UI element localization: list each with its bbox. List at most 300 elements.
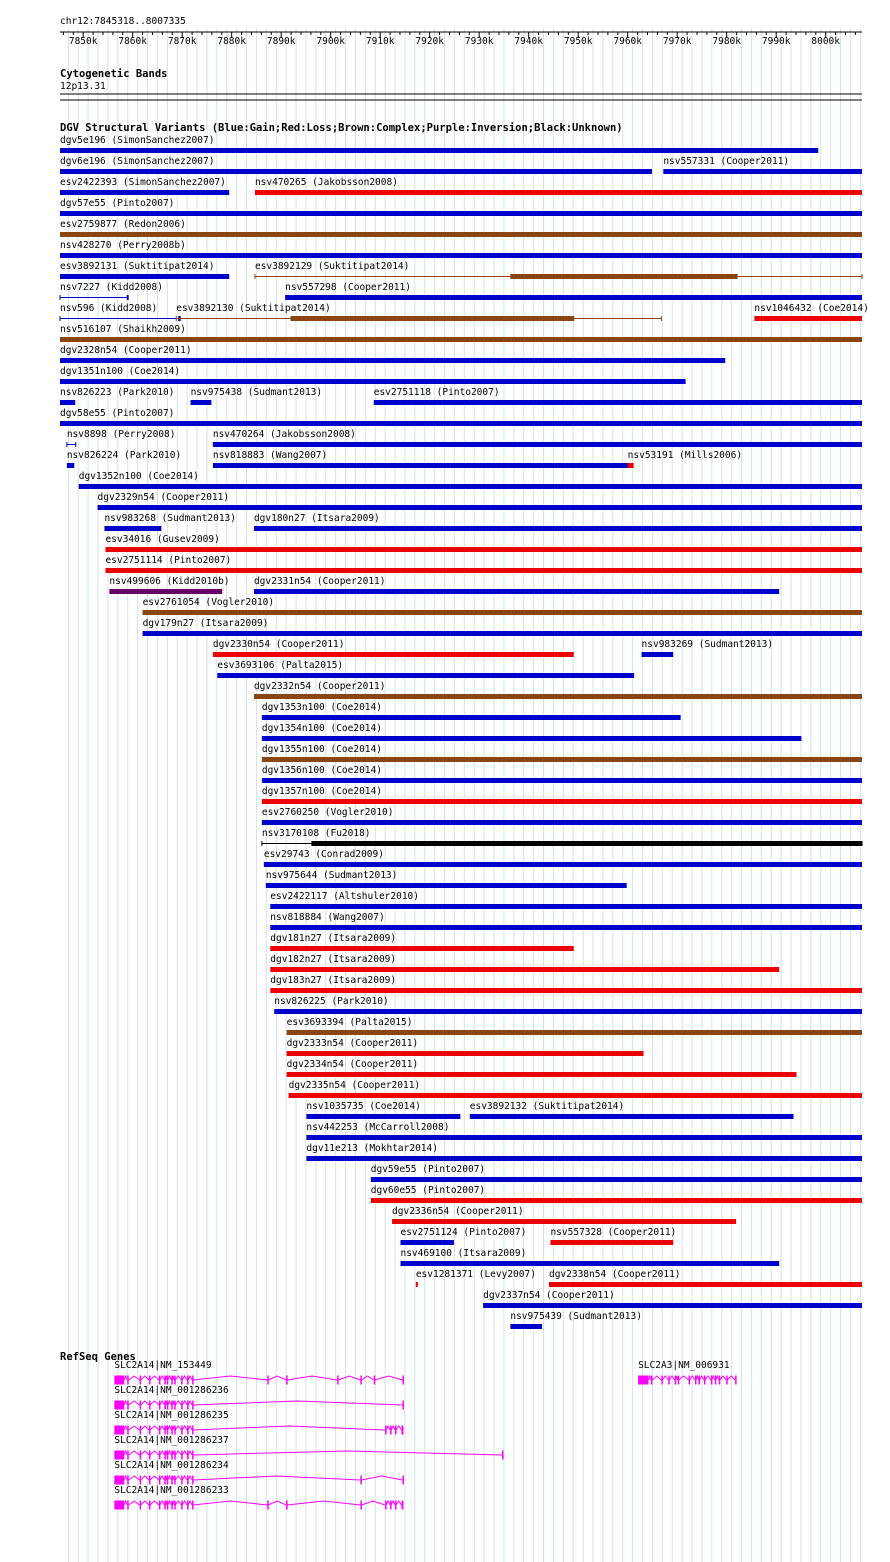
variant-bar	[416, 1282, 418, 1287]
gene-intron	[375, 1376, 403, 1380]
variant-bar	[663, 169, 862, 174]
variant-label: nsv818884 (Wang2007)	[270, 912, 385, 923]
variant-bar	[470, 1114, 794, 1119]
variant-label: esv2760250 (Vogler2010)	[261, 807, 394, 818]
gene-exon	[661, 1376, 663, 1385]
gene-exon	[167, 1376, 169, 1385]
variant-label: esv2751114 (Pinto2007)	[105, 555, 232, 566]
variant-bar	[60, 253, 862, 258]
gene-intron	[361, 1376, 373, 1380]
gene-exon	[711, 1376, 713, 1385]
gene-intron	[391, 1426, 395, 1430]
variant-label: dgv1356n100 (Coe2014)	[261, 765, 382, 776]
variant-bar	[270, 925, 862, 930]
variant-label: dgv60e55 (Pinto2007)	[370, 1185, 486, 1196]
gene-intron	[338, 1376, 360, 1380]
gene-intron	[175, 1376, 181, 1380]
variant-label: dgv2332n54 (Cooper2011)	[253, 681, 386, 692]
gene-intron	[175, 1451, 181, 1455]
gene-exon	[159, 1401, 161, 1410]
variant-label: dgv5e196 (SimonSanchez2007)	[60, 135, 215, 146]
variant-label: nsv818883 (Wang2007)	[212, 450, 328, 461]
variant-bar	[270, 946, 573, 951]
gene-intron	[188, 1426, 192, 1430]
variant-bar	[60, 274, 229, 279]
variant-label: nsv3170108 (Fu2018)	[261, 828, 371, 839]
ruler-tick-label: 7940k	[514, 36, 543, 47]
ruler-tick-label: 7960k	[613, 36, 642, 47]
variant-bar	[254, 694, 862, 699]
variant-bar	[628, 463, 634, 468]
gene-exon	[114, 1476, 124, 1485]
gene-exon	[159, 1426, 161, 1435]
variant-label: dgv6e196 (SimonSanchez2007)	[60, 156, 215, 167]
gene-intron	[386, 1501, 390, 1505]
gene-exon	[159, 1376, 161, 1385]
variant-bar	[60, 421, 862, 426]
variant-label: nsv975439 (Sudmant2013)	[510, 1311, 642, 1322]
background-grid	[68, 28, 860, 1562]
cytoband-label: 12p13.31	[60, 81, 106, 92]
gene-exon	[390, 1501, 392, 1510]
variant-bar	[306, 1114, 460, 1119]
variant-label: dgv1354n100 (Coe2014)	[261, 723, 382, 734]
gene-intron	[193, 1426, 385, 1430]
gene-exon	[360, 1476, 362, 1485]
variant-bar	[264, 862, 862, 867]
variant-bar	[285, 295, 862, 300]
gene-exon	[149, 1401, 151, 1410]
variant-label: nsv983269 (Sudmant2013)	[641, 639, 774, 650]
variant-bar	[60, 400, 75, 405]
gene-exon	[181, 1426, 183, 1435]
gene-exon	[192, 1376, 194, 1385]
gene-exon	[171, 1426, 173, 1435]
variant-label: esv3892130 (Suktitipat2014)	[176, 303, 331, 314]
gene-intron	[175, 1401, 181, 1405]
variant-bar	[392, 1219, 736, 1224]
gene-exon	[171, 1451, 173, 1460]
gene-exon	[695, 1376, 697, 1385]
gene-exon	[167, 1501, 169, 1510]
ruler-tick-label: 8000k	[811, 36, 840, 47]
ruler-tick-label: 7920k	[415, 36, 444, 47]
variant-bar	[60, 169, 652, 174]
variant-bar	[60, 211, 862, 216]
gene-exon	[164, 1501, 166, 1510]
gene-intron	[124, 1451, 127, 1455]
gene-exon	[385, 1501, 387, 1510]
variant-bar	[79, 484, 862, 489]
gene-exon	[164, 1476, 166, 1485]
gene-exon	[127, 1401, 129, 1410]
variant-label: nsv975438 (Sudmant2013)	[190, 387, 323, 398]
gene-intron	[124, 1501, 127, 1505]
gene-exon	[149, 1501, 151, 1510]
gene-exon	[286, 1376, 288, 1385]
variant-label: nsv557328 (Cooper2011)	[550, 1227, 677, 1238]
gene-intron	[168, 1401, 171, 1405]
gene-intron	[662, 1376, 668, 1380]
gene-exon	[140, 1401, 142, 1410]
gene-exon	[149, 1426, 151, 1435]
gene-label: SLC2A3|NM_006931	[638, 1360, 730, 1371]
variant-bar	[262, 715, 681, 720]
gene-intron	[160, 1451, 164, 1455]
gene-label: SLC2A14|NM_001286237	[114, 1435, 229, 1446]
variant-bar	[60, 379, 686, 384]
gene-exon	[187, 1376, 189, 1385]
gene-exon	[402, 1401, 404, 1410]
variant-label: esv2751118 (Pinto2007)	[373, 387, 500, 398]
ruler-tick-label: 7890k	[266, 36, 296, 47]
gene-intron	[648, 1376, 650, 1380]
ruler-tick-label: 7880k	[217, 36, 246, 47]
gene-exon	[167, 1476, 169, 1485]
variant-bar	[642, 652, 674, 657]
variant-bar	[105, 568, 862, 573]
gene-exon	[114, 1401, 124, 1410]
gene-exon	[149, 1376, 151, 1385]
refseq-genes-track[interactable]	[60, 1351, 737, 1510]
gene-exon	[192, 1476, 194, 1485]
ruler-tick-label: 7980k	[712, 36, 741, 47]
variant-bar	[287, 1030, 862, 1035]
variant-bar	[483, 1303, 862, 1308]
variant-bar	[191, 400, 212, 405]
gene-intron	[160, 1476, 164, 1480]
gene-exon	[360, 1501, 362, 1510]
gene-intron	[287, 1376, 337, 1380]
variant-bar	[67, 463, 74, 468]
gene-exon	[140, 1476, 142, 1485]
gene-exon	[171, 1501, 173, 1510]
gene-label: SLC2A14|NM_001286236	[114, 1385, 229, 1396]
variant-bar	[510, 1324, 542, 1329]
variant-label: dgv180n27 (Itsara2009)	[253, 513, 380, 524]
variant-bar	[270, 904, 862, 909]
refseq-features	[114, 1360, 736, 1510]
variant-bar	[270, 967, 779, 972]
variant-label: nsv499606 (Kidd2010b)	[109, 576, 230, 587]
gene-exon	[174, 1376, 176, 1385]
gene-exon	[360, 1376, 362, 1385]
gene-intron	[396, 1426, 401, 1430]
variant-label: dgv2333n54 (Cooper2011)	[286, 1038, 419, 1049]
variant-bar	[291, 316, 575, 321]
variant-label: nsv469100 (Itsara2009)	[400, 1248, 527, 1259]
gene-intron	[268, 1376, 286, 1380]
gene-intron	[168, 1476, 171, 1480]
gene-exon	[638, 1376, 648, 1385]
gene-intron	[160, 1376, 164, 1380]
variant-bar	[60, 190, 229, 195]
gene-intron	[193, 1401, 402, 1405]
gene-intron	[679, 1376, 689, 1380]
gene-exon	[140, 1376, 142, 1385]
gene-exon	[187, 1426, 189, 1435]
gene-exon	[140, 1451, 142, 1460]
variant-label: dgv57e55 (Pinto2007)	[60, 198, 175, 209]
gene-intron	[396, 1501, 401, 1505]
variant-label: dgv2334n54 (Cooper2011)	[286, 1059, 419, 1070]
gene-exon	[167, 1451, 169, 1460]
variant-label: esv3693394 (Palta2015)	[286, 1017, 413, 1028]
gene-exon	[114, 1426, 124, 1435]
coordinate-label: chr12:7845318..8007335	[60, 16, 186, 27]
gene-exon	[678, 1376, 680, 1385]
variant-label: esv3892131 (Suktitipat2014)	[60, 261, 215, 272]
gene-exon	[192, 1501, 194, 1510]
ruler-tick-label: 7850k	[68, 36, 98, 47]
variant-label: nsv1046432 (Coe2014)	[754, 303, 869, 314]
variant-label: dgv1353n100 (Coe2014)	[261, 702, 382, 713]
gene-exon	[181, 1451, 183, 1460]
variant-label: dgv2330n54 (Cooper2011)	[212, 639, 345, 650]
variant-label: nsv557298 (Cooper2011)	[285, 282, 411, 293]
variant-label: nsv596 (Kidd2008)	[60, 303, 158, 314]
gene-intron	[124, 1401, 127, 1405]
gene-exon	[159, 1476, 161, 1485]
variant-bar	[104, 526, 161, 531]
gene-exon	[187, 1451, 189, 1460]
gene-intron	[188, 1476, 192, 1480]
gene-exon	[402, 1376, 404, 1385]
variant-bar	[60, 232, 862, 237]
variant-bar	[287, 1051, 644, 1056]
gene-exon	[127, 1376, 129, 1385]
gene-exon	[704, 1376, 706, 1385]
variant-bar	[60, 148, 818, 153]
gene-intron	[182, 1451, 187, 1455]
variant-label: esv2422117 (Altshuler2010)	[270, 891, 420, 902]
gene-intron	[182, 1501, 187, 1505]
variant-bar	[270, 988, 862, 993]
gene-exon	[167, 1401, 169, 1410]
variant-label: nsv826223 (Park2010)	[60, 387, 175, 398]
gene-intron	[160, 1401, 164, 1405]
variant-bar	[306, 1156, 862, 1161]
variant-bar	[754, 316, 862, 321]
variant-bar	[217, 673, 634, 678]
gene-exon	[174, 1476, 176, 1485]
variant-bar	[549, 1282, 862, 1287]
variant-label: nsv557331 (Cooper2011)	[663, 156, 790, 167]
variant-label: nsv470265 (Jakobsson2008)	[254, 177, 398, 188]
gene-exon	[174, 1451, 176, 1460]
gene-exon	[267, 1501, 269, 1510]
gene-intron	[160, 1426, 164, 1430]
variant-label: dgv2328n54 (Cooper2011)	[60, 345, 192, 356]
gene-exon	[181, 1501, 183, 1510]
cytoband-track-title: Cytogenetic Bands	[60, 68, 168, 80]
gene-intron	[175, 1476, 181, 1480]
gene-intron	[188, 1401, 192, 1405]
variant-bar	[143, 610, 862, 615]
variant-bar	[143, 631, 862, 636]
variant-label: dgv2338n54 (Cooper2011)	[548, 1269, 681, 1280]
variant-bar	[311, 841, 862, 846]
ruler-tick-label: 7930k	[464, 36, 494, 47]
variant-label: dgv2329n54 (Cooper2011)	[97, 492, 230, 503]
gene-exon	[385, 1426, 387, 1435]
gene-exon	[401, 1426, 403, 1435]
gene-intron	[182, 1426, 187, 1430]
gene-exon	[181, 1476, 183, 1485]
variant-label: esv34016 (Gusev2009)	[105, 534, 220, 545]
variant-bar	[254, 526, 862, 531]
gene-label: SLC2A14|NM_001286233	[114, 1485, 229, 1496]
variant-label: dgv11e213 (Mokhtar2014)	[306, 1143, 438, 1154]
variant-bar	[213, 463, 629, 468]
refseq-track-title: RefSeq Genes	[60, 1351, 136, 1363]
gene-exon	[114, 1451, 124, 1460]
gene-exon	[127, 1476, 129, 1485]
variant-bar	[262, 736, 802, 741]
gene-intron	[391, 1501, 395, 1505]
gene-exon	[127, 1426, 129, 1435]
variant-label: dgv182n27 (Itsara2009)	[270, 954, 397, 965]
variant-label: dgv1357n100 (Coe2014)	[261, 786, 382, 797]
variant-label: esv3892132 (Suktitipat2014)	[469, 1101, 625, 1112]
variant-bar	[213, 442, 862, 447]
variant-bar	[262, 799, 862, 804]
variant-label: nsv8898 (Perry2008)	[66, 429, 176, 440]
variant-bar	[400, 1240, 453, 1245]
variant-bar	[287, 1072, 797, 1077]
ruler-tick-label: 7990k	[761, 36, 791, 47]
gene-intron	[124, 1476, 127, 1480]
variant-label: esv2761054 (Vogler2010)	[142, 597, 275, 608]
gene-exon	[675, 1376, 677, 1385]
variant-label: nsv826224 (Park2010)	[66, 450, 182, 461]
gene-intron	[652, 1376, 661, 1380]
gene-exon	[337, 1376, 339, 1385]
gene-exon	[502, 1451, 504, 1460]
gene-intron	[124, 1426, 127, 1430]
gene-exon	[114, 1501, 124, 1510]
gene-intron	[168, 1376, 171, 1380]
ruler-tick-label: 7950k	[563, 36, 593, 47]
variant-label: esv2759877 (Redon2006)	[60, 219, 186, 230]
gene-exon	[164, 1401, 166, 1410]
gene-exon	[402, 1476, 404, 1485]
variant-label: dgv2331n54 (Cooper2011)	[253, 576, 386, 587]
variant-label: dgv179n27 (Itsara2009)	[142, 618, 269, 629]
variant-label: dgv1351n100 (Coe2014)	[60, 366, 181, 377]
variant-label: dgv1352n100 (Coe2014)	[78, 471, 199, 482]
gene-intron	[188, 1501, 192, 1505]
gene-exon	[689, 1376, 691, 1385]
gene-intron	[361, 1476, 402, 1480]
gene-exon	[668, 1376, 670, 1385]
gene-exon	[181, 1376, 183, 1385]
gene-exon	[140, 1426, 142, 1435]
variant-label: nsv442253 (McCarroll2008)	[306, 1122, 450, 1133]
variant-bar	[262, 820, 862, 825]
ruler-tick-label: 7970k	[662, 36, 692, 47]
variant-bar	[371, 1198, 862, 1203]
gene-intron	[175, 1426, 181, 1430]
variant-label: dgv2337n54 (Cooper2011)	[483, 1290, 615, 1301]
gene-intron	[160, 1501, 164, 1505]
gene-exon	[401, 1501, 403, 1510]
gene-exon	[192, 1426, 194, 1435]
gene-exon	[187, 1401, 189, 1410]
gene-exon	[187, 1476, 189, 1485]
variant-bar	[254, 589, 779, 594]
gene-exon	[149, 1451, 151, 1460]
variant-bar	[213, 652, 574, 657]
gene-exon	[164, 1426, 166, 1435]
variant-bar	[109, 589, 222, 594]
gene-label: SLC2A14|NM_153449	[114, 1360, 212, 1371]
gene-exon	[181, 1401, 183, 1410]
gene-exon	[140, 1501, 142, 1510]
variant-bar	[371, 1177, 862, 1182]
gene-exon	[159, 1451, 161, 1460]
variant-label: esv2422393 (SimonSanchez2007)	[60, 177, 226, 188]
variant-label: esv2751124 (Pinto2007)	[400, 1227, 527, 1238]
variant-label: nsv826225 (Park2010)	[274, 996, 389, 1007]
gene-exon	[149, 1476, 151, 1485]
variant-bar	[374, 400, 862, 405]
gene-intron	[268, 1501, 286, 1505]
gene-intron	[188, 1376, 192, 1380]
variant-label: nsv53191 (Mills2006)	[627, 450, 743, 461]
gene-intron	[168, 1426, 171, 1430]
gene-intron	[168, 1501, 171, 1505]
gene-exon	[174, 1401, 176, 1410]
variant-bar	[60, 337, 862, 342]
gene-exon	[167, 1426, 169, 1435]
variant-bar	[60, 358, 725, 363]
gene-exon	[735, 1376, 737, 1385]
variant-label: esv3693106 (Palta2015)	[217, 660, 344, 671]
variant-label: nsv7227 (Kidd2008)	[60, 282, 163, 293]
gene-exon	[114, 1376, 124, 1385]
ruler-tick-label: 7870k	[167, 36, 197, 47]
gene-exon	[171, 1401, 173, 1410]
gene-exon	[164, 1376, 166, 1385]
gene-intron	[175, 1501, 181, 1505]
gene-intron	[188, 1451, 192, 1455]
gene-exon	[395, 1426, 397, 1435]
variant-bar	[306, 1135, 862, 1140]
variant-label: nsv975644 (Sudmant2013)	[265, 870, 398, 881]
variant-bar	[262, 778, 862, 783]
gene-exon	[127, 1501, 129, 1510]
gene-intron	[182, 1476, 187, 1480]
variant-label: nsv983268 (Sudmant2013)	[104, 513, 237, 524]
gene-label: SLC2A14|NM_001286234	[114, 1460, 229, 1471]
variant-bar	[274, 1009, 862, 1014]
gene-exon	[374, 1376, 376, 1385]
gene-intron	[168, 1451, 171, 1455]
gene-exon	[171, 1476, 173, 1485]
ruler-tick-label: 7860k	[118, 36, 147, 47]
variant-label: nsv470264 (Jakobsson2008)	[212, 429, 356, 440]
ruler-tick-label: 7910k	[365, 36, 395, 47]
variant-label: dgv2335n54 (Cooper2011)	[288, 1080, 421, 1091]
variant-bar	[550, 1240, 673, 1245]
variant-label: nsv516107 (Shaikh2009)	[60, 324, 186, 335]
gene-exon	[164, 1451, 166, 1460]
gene-exon	[726, 1376, 728, 1385]
gene-exon	[395, 1501, 397, 1510]
variant-label: nsv1035735 (Coe2014)	[306, 1101, 421, 1112]
gene-intron	[720, 1376, 726, 1380]
